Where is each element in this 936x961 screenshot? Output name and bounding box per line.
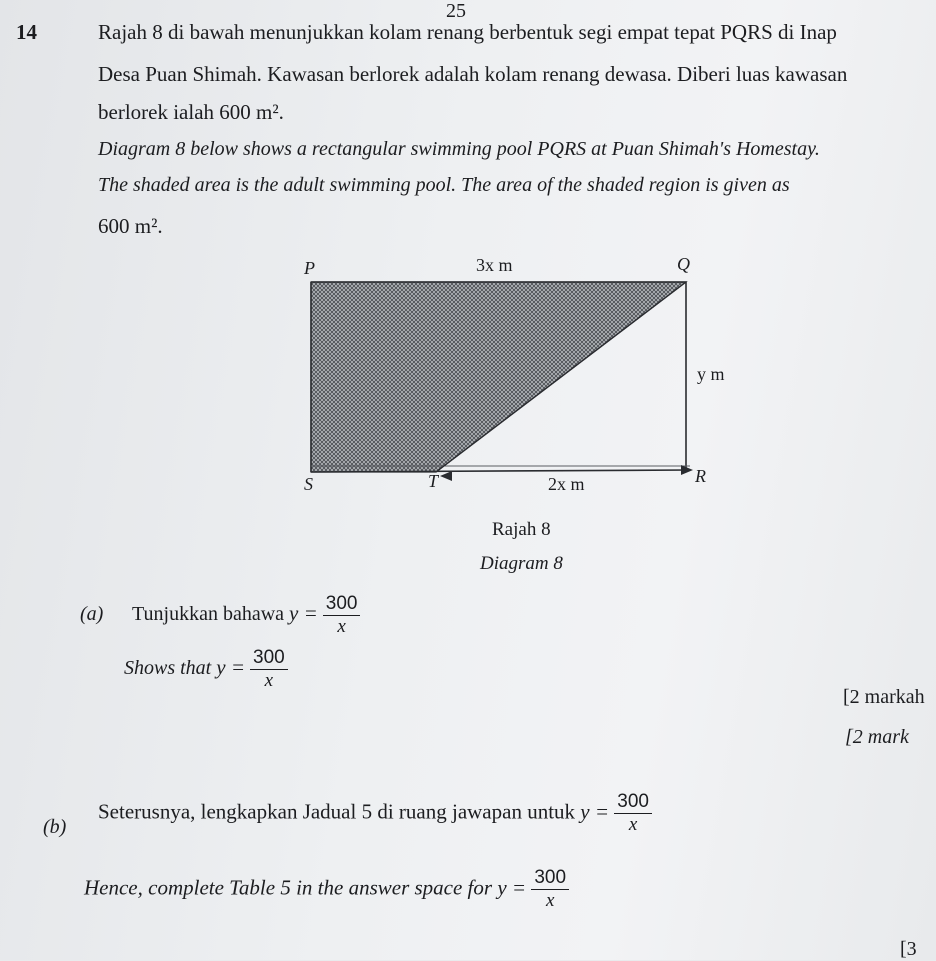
fraction-numerator: 300 — [323, 594, 361, 616]
page-number: 25 — [446, 0, 466, 22]
part-a-label: (a) — [80, 603, 104, 625]
intro-malay-line-2: Desa Puan Shimah. Kawasan berlorek adalah kolam renang dewasa. Diberi luas kawasan — [98, 62, 848, 86]
vertex-s-label: S — [304, 474, 313, 494]
equation-lhs: y = — [216, 655, 245, 680]
part-a-marks-english: [2 mark — [845, 726, 909, 748]
vertex-r-label: R — [695, 466, 706, 486]
part-b-label: (b) — [43, 816, 67, 838]
intro-english-line-1: Diagram 8 below shows a rectangular swimming pool PQRS at Puan Shimah's Homestay. — [98, 138, 820, 160]
top-length-label: 3x m — [476, 255, 513, 275]
intro-malay-line-1: Rajah 8 di bawah menunjukkan kolam renang berbentuk segi empat tepat PQRS di Inap — [98, 20, 837, 44]
fraction — [250, 648, 288, 691]
part-a-english-text — [124, 648, 288, 691]
fraction — [614, 792, 652, 835]
part-b-marks: [3 — [900, 938, 917, 960]
shaded-region — [311, 282, 686, 472]
fraction-denominator: x — [545, 889, 555, 911]
part-b-english-text — [84, 868, 569, 911]
vertex-p-label: P — [304, 258, 315, 278]
bottom-length-label: 2x m — [548, 474, 585, 494]
vertex-t-label: T — [428, 471, 439, 491]
vertex-q-label: Q — [677, 254, 690, 274]
fraction-numerator: 300 — [614, 792, 652, 814]
diagram-caption-malay: Rajah 8 — [492, 519, 551, 540]
part-a-malay-instruction: Tunjukkan bahawa — [132, 603, 285, 626]
part-a-malay-text — [132, 594, 360, 637]
fraction — [323, 594, 361, 637]
question-number: 14 — [16, 20, 37, 44]
fraction-denominator: x — [264, 669, 274, 691]
fraction-denominator: x — [337, 615, 346, 637]
equation-lhs: y = — [580, 799, 610, 824]
intro-english-line-3: 600 m². — [98, 214, 163, 238]
fraction-denominator: x — [628, 813, 638, 835]
part-b-english-instruction: Hence, complete Table 5 in the answer space for — [84, 875, 493, 900]
equation-lhs: y = — [497, 875, 527, 900]
part-a-marks-malay: [2 markah — [843, 686, 925, 708]
fraction — [531, 868, 569, 911]
fraction-numerator: 300 — [531, 868, 569, 890]
fraction-numerator: 300 — [250, 648, 288, 670]
equation-lhs: y = — [289, 601, 318, 626]
diagram-caption-english: Diagram 8 — [480, 553, 563, 574]
part-b-malay-text — [98, 792, 652, 835]
part-b-malay-instruction: Seterusnya, lengkapkan Jadual 5 di ruang jawapan untuk — [98, 799, 576, 824]
part-a-english-instruction: Shows that — [124, 657, 212, 680]
intro-malay-line-3: berlorek ialah 600 m². — [98, 100, 284, 124]
arrow-left — [440, 471, 452, 481]
right-length-label: y m — [697, 364, 725, 384]
intro-english-line-2: The shaded area is the adult swimming pool. The area of the shaded region is given as — [98, 174, 790, 196]
